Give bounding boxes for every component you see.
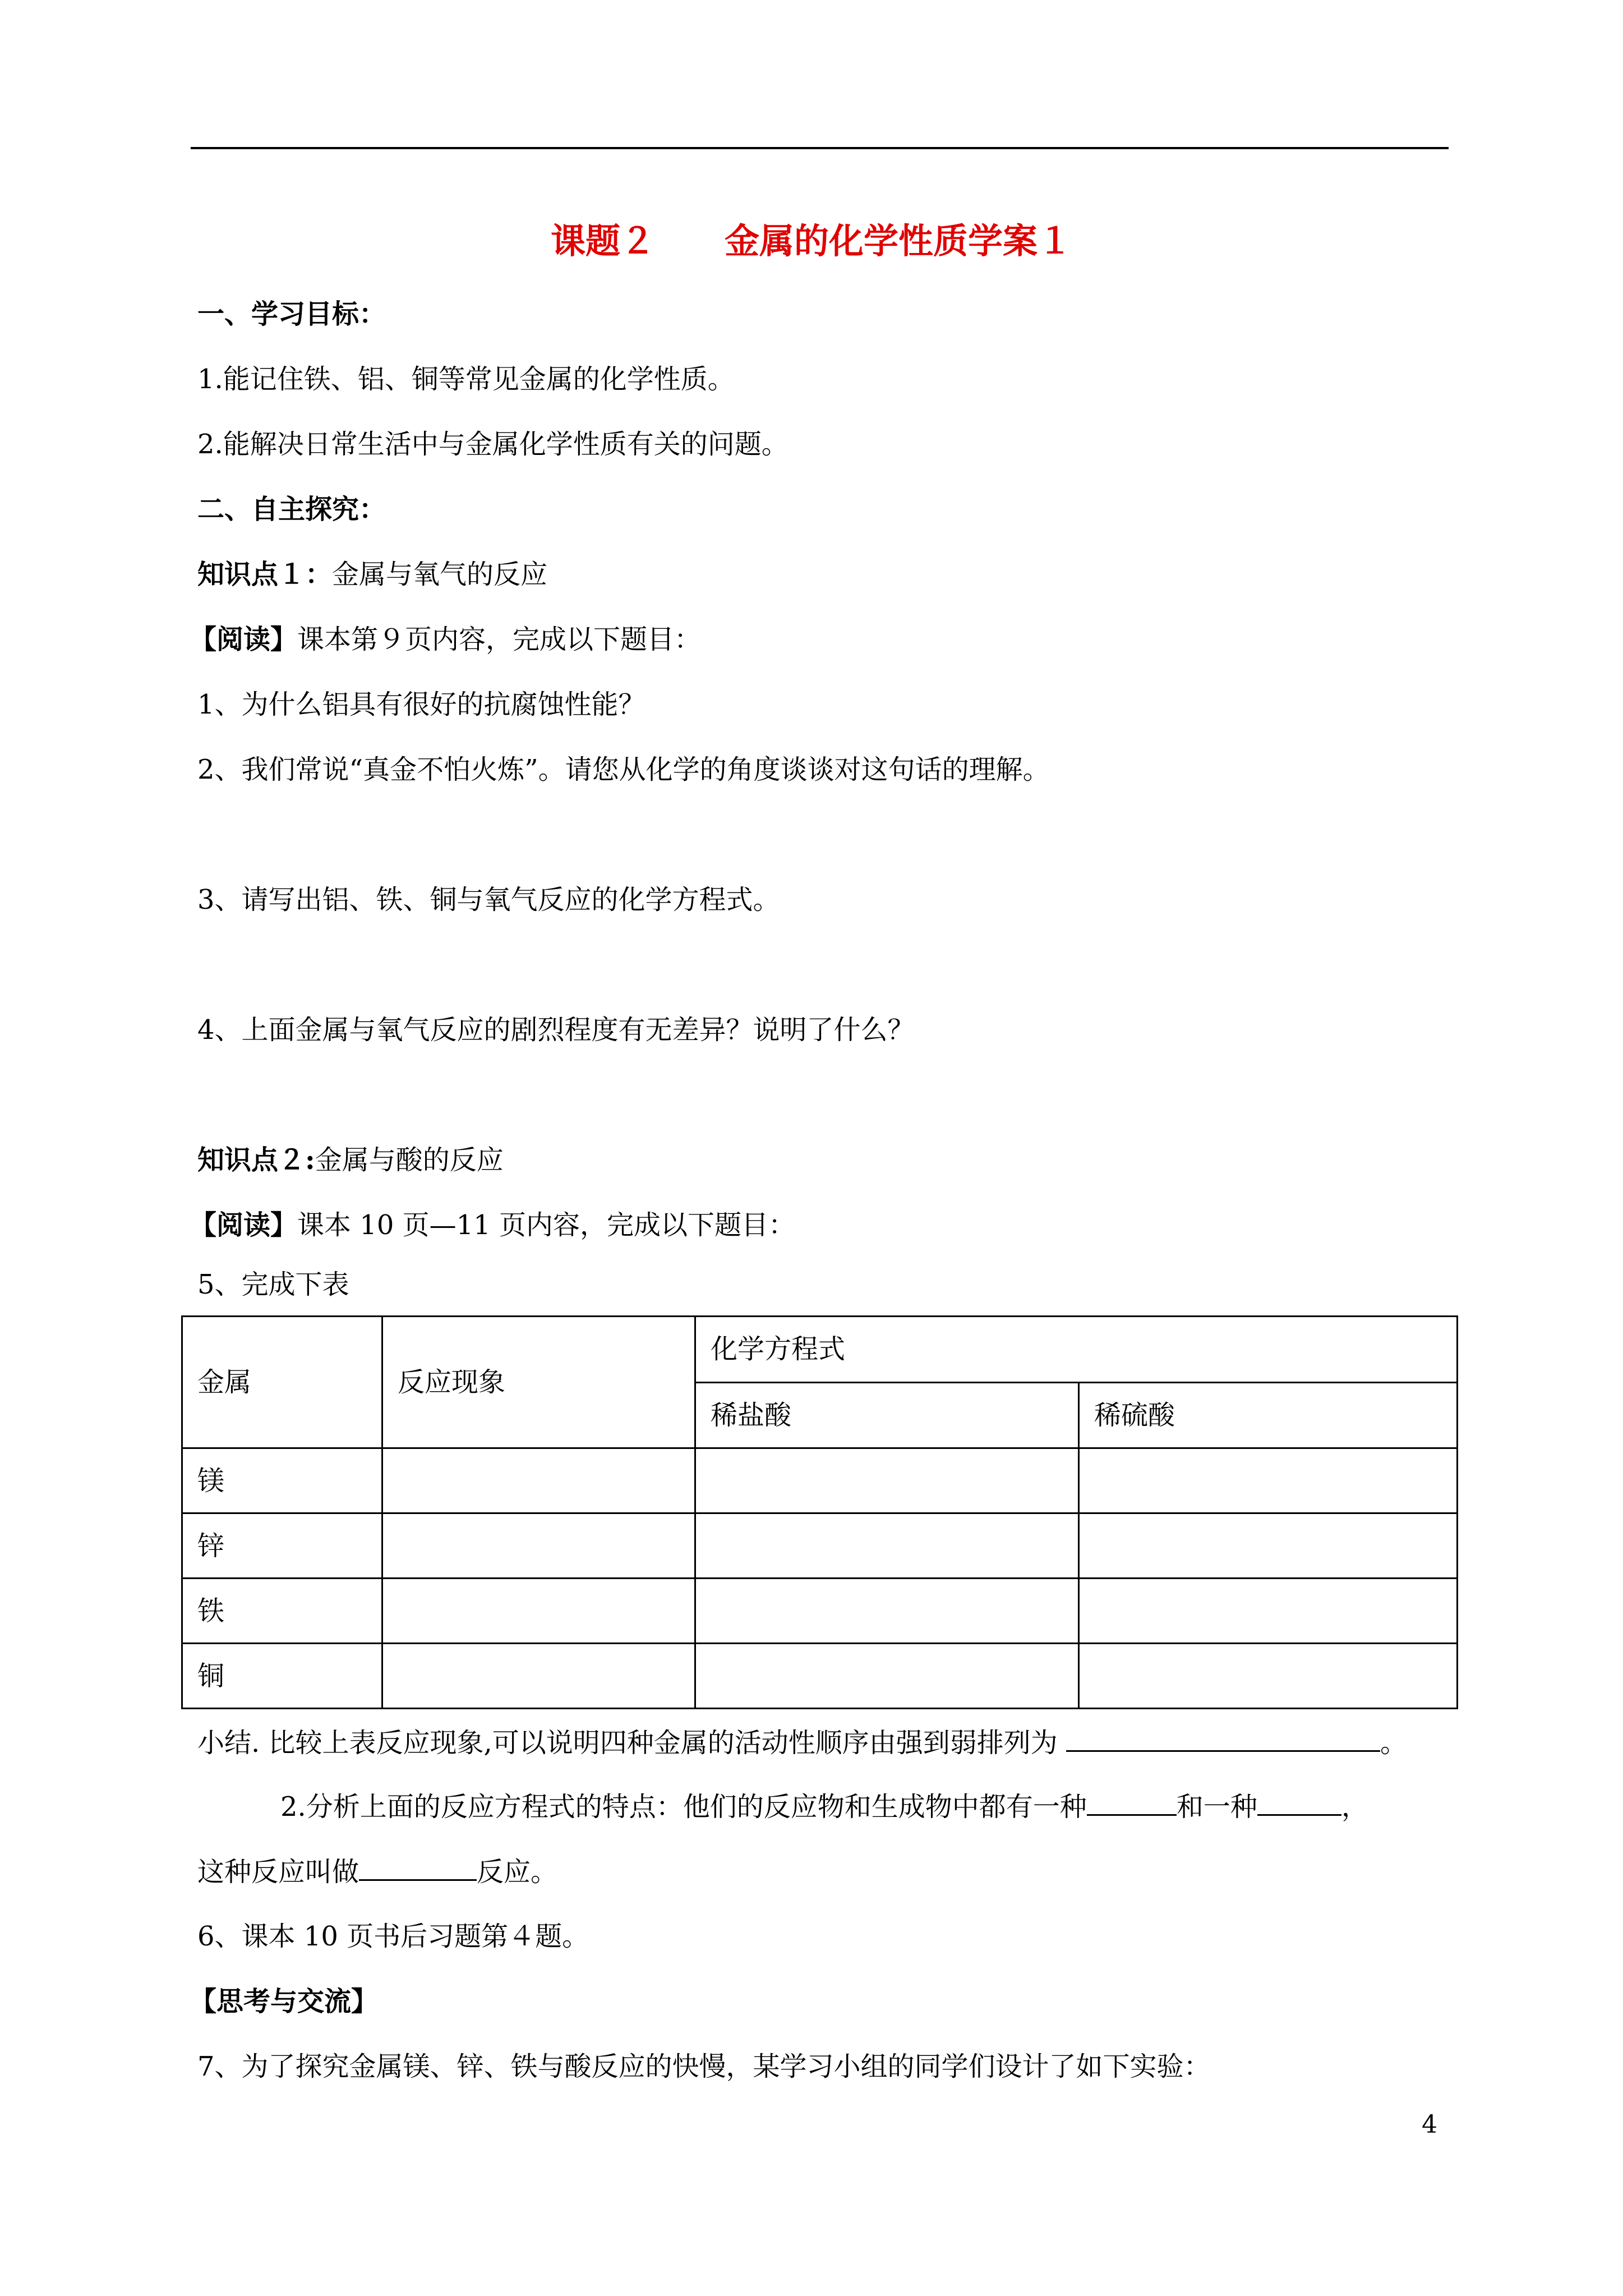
page-title: 课题２ 金属的化学性质学案１ xyxy=(550,220,1072,261)
knowledge-point-2-text: 金属与酸的反应 xyxy=(315,1144,504,1176)
summary-line-1 xyxy=(197,1726,1407,1760)
knowledge-point-1-text: 金属与氧气的反应 xyxy=(332,559,548,590)
question-3: 3、请写出铝、铁、铜与氧气反应的化学方程式。 xyxy=(197,884,780,915)
table-cell-blank[interactable] xyxy=(695,1579,1079,1644)
answer-blank-reaction-type[interactable] xyxy=(359,1855,477,1881)
table-cell-blank[interactable] xyxy=(695,1448,1079,1513)
table-header-hcl: 稀盐酸 xyxy=(695,1382,1079,1448)
section-heading-explore: 二、自主探究： xyxy=(197,494,386,525)
table-cell-blank[interactable] xyxy=(695,1644,1079,1709)
header-rule xyxy=(191,147,1449,149)
goal-item-2: 2.能解决日常生活中与金属化学性质有关的问题。 xyxy=(197,429,789,460)
table-header-metal: 金属 xyxy=(182,1317,382,1448)
answer-blank-reactant[interactable] xyxy=(1087,1789,1177,1816)
page-number: 4 xyxy=(1422,2110,1437,2139)
knowledge-point-1-label: 知识点１： xyxy=(197,559,333,590)
question-2: 2、我们常说“真金不怕火炼”。请您从化学的角度谈谈对这句话的理解。 xyxy=(197,754,1050,785)
table-cell-blank[interactable] xyxy=(1079,1448,1458,1513)
table-cell-blank[interactable] xyxy=(382,1513,695,1579)
table-header-h2so4: 稀硫酸 xyxy=(1079,1382,1458,1448)
summary-2-mid: 和一种 xyxy=(1176,1791,1257,1823)
table-cell-blank[interactable] xyxy=(382,1579,695,1644)
question-7: 7、为了探究金属镁、锌、铁与酸反应的快慢，某学习小组的同学们设计了如下实验： xyxy=(197,2051,1211,2082)
table-cell-blank[interactable] xyxy=(382,1448,695,1513)
knowledge-point-2-label: 知识点２: xyxy=(197,1144,315,1176)
table-cell-metal: 锌 xyxy=(182,1513,382,1579)
reading-instruction-1 xyxy=(190,623,701,656)
answer-blank-activity-order[interactable] xyxy=(1066,1726,1380,1752)
table-cell-blank[interactable] xyxy=(1079,1644,1458,1709)
table-cell-blank[interactable] xyxy=(382,1644,695,1709)
summary-line-3 xyxy=(197,1855,557,1889)
summary-2-end: ， xyxy=(1341,1791,1368,1823)
reading-text-1: 课本第９页内容，完成以下题目： xyxy=(297,624,702,655)
summary-1-end: 。 xyxy=(1380,1727,1408,1759)
table-cell-blank[interactable] xyxy=(695,1513,1079,1579)
summary-3-text: 这种反应叫做 xyxy=(197,1856,359,1888)
table-cell-metal: 铜 xyxy=(182,1644,382,1709)
knowledge-point-1 xyxy=(197,558,547,591)
reading-text-2: 课本 10 页—11 页内容，完成以下题目： xyxy=(297,1209,795,1241)
answer-blank-product[interactable] xyxy=(1257,1789,1341,1816)
reaction-table xyxy=(181,1315,1458,1709)
reading-instruction-2 xyxy=(190,1208,795,1242)
summary-line-2 xyxy=(280,1789,1368,1824)
reading-tag: 【阅读】 xyxy=(190,624,298,655)
table-header-equation: 化学方程式 xyxy=(695,1317,1458,1383)
table-cell-metal: 镁 xyxy=(182,1448,382,1513)
summary-3-end: 反应。 xyxy=(477,1856,558,1888)
table-row xyxy=(182,1448,1458,1513)
knowledge-point-2 xyxy=(197,1143,504,1177)
question-4: 4、上面金属与氧气反应的剧烈程度有无差异？说明了什么？ xyxy=(197,1014,915,1046)
reading-tag: 【阅读】 xyxy=(190,1209,298,1241)
summary-1-text: 小结. 比较上表反应现象,可以说明四种金属的活动性顺序由强到弱排列为 xyxy=(197,1727,1058,1759)
table-row xyxy=(182,1644,1458,1709)
table-header-phenomenon: 反应现象 xyxy=(382,1317,695,1448)
section-heading-goals: 一、学习目标： xyxy=(197,298,386,330)
question-5: 5、完成下表 xyxy=(197,1269,349,1300)
question-6: 6、课本 10 页书后习题第４题。 xyxy=(197,1921,589,1952)
table-cell-blank[interactable] xyxy=(1079,1513,1458,1579)
table-row xyxy=(182,1513,1458,1579)
table-row xyxy=(182,1579,1458,1644)
summary-2-text: 2.分析上面的反应方程式的特点：他们的反应物和生成物中都有一种 xyxy=(280,1791,1087,1823)
table-cell-blank[interactable] xyxy=(1079,1579,1458,1644)
think-exchange-heading: 【思考与交流】 xyxy=(190,1986,379,2017)
goal-item-1: 1.能记住铁、铝、铜等常见金属的化学性质。 xyxy=(197,364,735,395)
table-cell-metal: 铁 xyxy=(182,1579,382,1644)
question-1: 1、为什么铝具有很好的抗腐蚀性能？ xyxy=(197,689,645,720)
